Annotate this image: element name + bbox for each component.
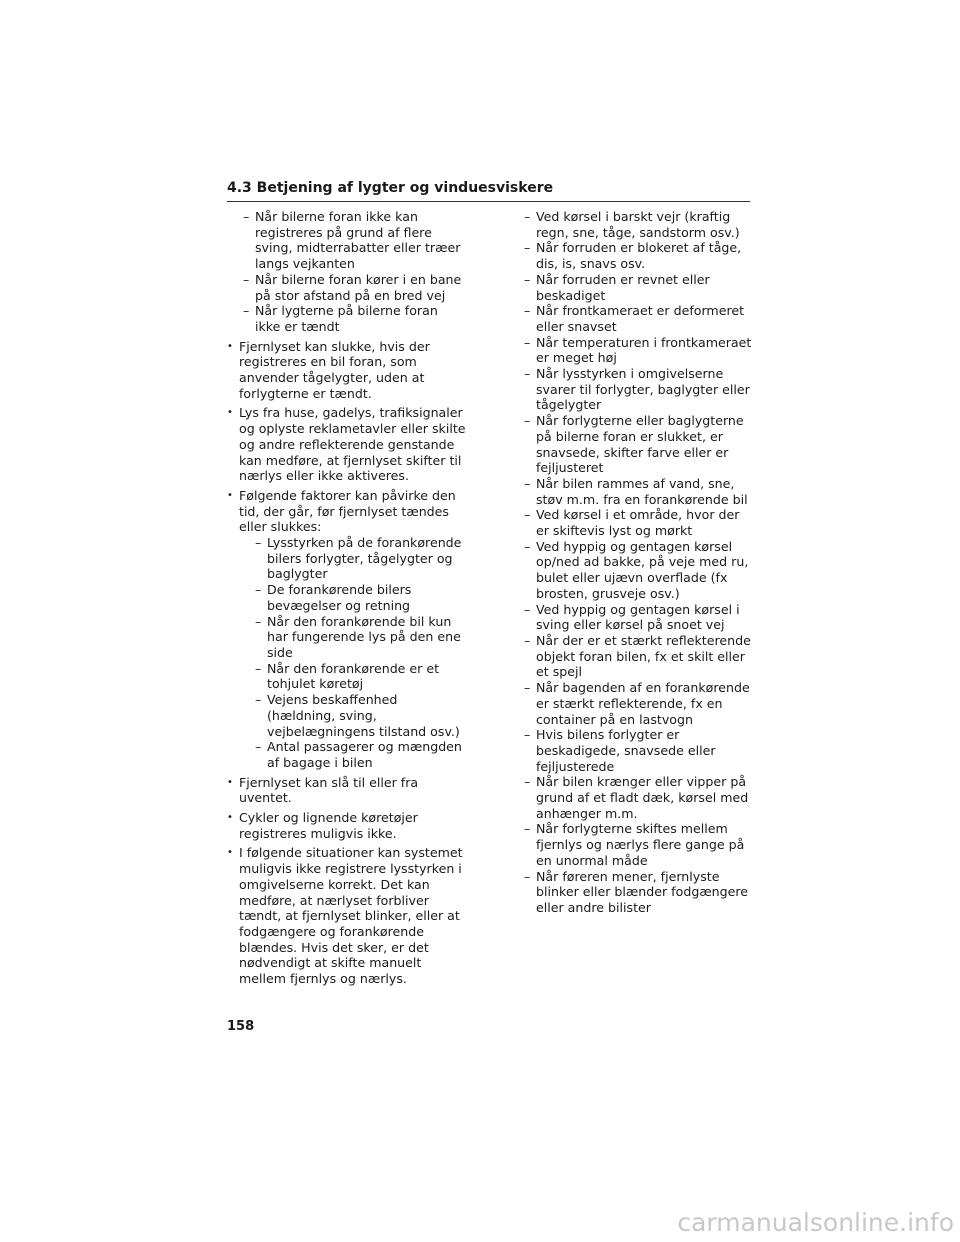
bullet-text: • Fjernlyset kan slå til eller fra uventet. <box>239 774 419 806</box>
dash-item: – Når den forankørende bil kun har fungerende lys på den ene side <box>255 614 467 661</box>
dash-item: – Ved kørsel i et område, hvor der er skiftevis lyst og mørkt <box>524 507 752 538</box>
dash-item: – Hvis bilens forlygter er beskadigede, snavsede eller fejljusterede <box>524 727 752 774</box>
bullet-item <box>227 488 467 771</box>
dash-item: – Når der er et stærkt reflekterende objekt foran bilen, fx et skilt eller et spejl <box>524 633 752 680</box>
bullet-text: • Cykler og lignende køretøjer registreres muligvis ikke. <box>239 810 418 841</box>
dash-item: – Ved hyppig og gentagen kørsel op/ned ad bakke, på veje med ru, bulet eller ujævn overflade (fx brosten, grusveje osv.) <box>524 539 752 602</box>
bullet-item <box>227 775 467 806</box>
dash-item: – Når forruden er blokeret af tåge, dis, is, snavs osv. <box>524 240 752 271</box>
section-header <box>227 179 750 202</box>
dash-item: – Antal passagerer og mængden af bagage i bilen <box>255 739 467 770</box>
right-column <box>524 209 752 916</box>
dash-item: – De forankørende bilers bevægelser og retning <box>255 582 467 613</box>
dash-item: – Ved kørsel i barskt vejr (kraftig regn, sne, tåge, sandstorm osv.) <box>524 209 752 240</box>
intro-dash-list <box>243 209 467 335</box>
dash-item: – Ved hyppig og gentagen kørsel i sving eller kørsel på snoet vej <box>524 602 752 633</box>
dash-item: – Når bilen krænger eller vipper på grund af et fladt dæk, kørsel med anhænger m.m. <box>524 774 752 821</box>
dash-item: – Når forlygterne eller baglygterne på bilerne foran er slukket, er snavsede, skifter farve eller er fejljusteret <box>524 413 752 476</box>
dash-item: – Når temperaturen i frontkameraet er meget høj <box>524 335 752 366</box>
bullet-text: • Fjernlyset kan slukke, hvis der registreres en bil foran, som anvender tågelygter, uden at forlygterne er tændt. <box>239 338 430 401</box>
page-number: 158 <box>227 1019 255 1034</box>
dash-item: – Når lygterne på bilerne foran ikke er tændt <box>243 303 467 334</box>
bullet-text: • I følgende situationer kan systemet muligvis ikke registrere lysstyrken i omgivelserne korrekt. Det kan medføre, at nærlyset forbliver tændt, at fjernlyset blinker, eller at fodgængere og forankørende blændes. Hvis det sker, er det nødvendigt at skifte manuelt mellem fjernlys og nærlys. <box>239 845 463 987</box>
dash-item: – Når forlygterne skiftes mellem fjernlys og nærlys flere gange på en unormal måde <box>524 821 752 868</box>
dash-item: – Vejens beskaffenhed (hældning, sving, vejbelægningens tilstand osv.) <box>255 692 467 739</box>
watermark: carmanualsonline.info <box>677 1208 954 1237</box>
bullet-item <box>227 845 467 986</box>
dash-item: – Når forruden er revnet eller beskadiget <box>524 272 752 303</box>
dash-item: – Når bilerne foran kører i en bane på stor afstand på en bred vej <box>243 272 467 303</box>
dash-item: – Når den forankørende er et tohjulet køretøj <box>255 661 467 692</box>
dash-item: – Når bilen rammes af vand, sne, støv m.m. fra en forankørende bil <box>524 476 752 507</box>
dash-item: – Når bilerne foran ikke kan registreres på grund af flere sving, midterrabatter eller træer langs vejkanten <box>243 209 467 272</box>
bullet-item <box>227 339 467 402</box>
section-title: 4.3 Betjening af lygter og vinduesviskere <box>227 180 554 196</box>
left-column <box>227 209 467 987</box>
sub-dash-list <box>255 535 467 771</box>
bullet-item <box>227 405 467 484</box>
bullet-text: • Følgende faktorer kan påvirke den tid, der går, før fjernlyset tændes eller slukkes: <box>239 487 456 535</box>
dash-item: – Når bagenden af en forankørende er stærkt reflekterende, fx en container på en lastvogn <box>524 680 752 727</box>
dash-item: – Når frontkameraet er deformeret eller snavset <box>524 303 752 334</box>
bullet-item <box>227 810 467 841</box>
dash-item: – Når lysstyrken i omgivelserne svarer til forlygter, baglygter eller tågelygter <box>524 366 752 413</box>
dash-item: – Lysstyrken på de forankørende bilers forlygter, tågelygter og baglygter <box>255 535 467 582</box>
dash-item: – Når føreren mener, fjernlyste blinker eller blænder fodgængere eller andre bilister <box>524 869 752 916</box>
bullet-text: • Lys fra huse, gadelys, trafiksignaler og oplyste reklametavler eller skilte og andre reflekterende genstande kan medføre, at fjernlyset skifter til nærlys eller ikke aktiveres. <box>239 405 466 484</box>
